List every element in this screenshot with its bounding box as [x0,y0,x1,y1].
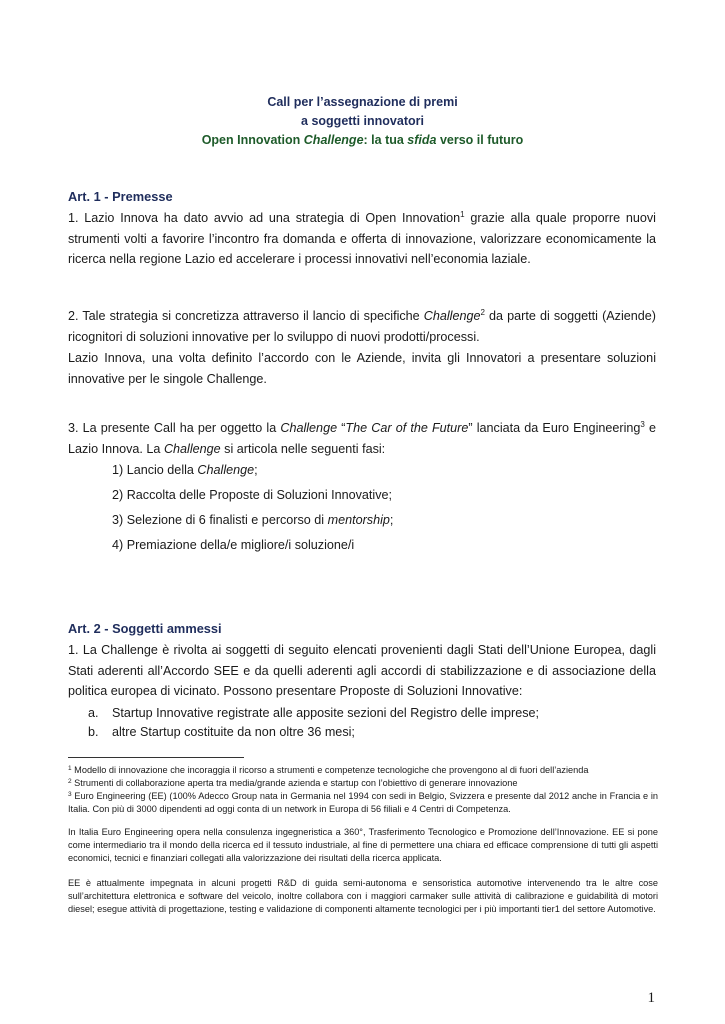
list-item: b. altre Startup costituite da non oltre 36 mesi; [88,725,355,739]
title-line-1: Call per l’assegnazione di premi [267,95,458,109]
art1-paragraph-3: Lazio Innova, una volta definito l’accordo con le Aziende, invita gli Innovatori a presentare soluzioni innovative per le singole Challenge. [68,351,656,386]
footnote-2: $^2$ Strumenti di collaborazione aperta tra media/grande azienda e startup con l’obiettivo di generare innovazione [68,778,518,788]
footnote-3-continued: In Italia Euro Engineering opera nella consulenza ingegneristica a 360°, Trasferimento Tecnologico e Promozione dell’Innovazione. EE si pone come intermediario tra il mondo della ricerca ed il tessuto industriale, al fine di permettere una chiara ed efficace comprensione di tutti gli aspetti economici, tecnici e finanziari collegati alla valorizzazione dei risultati della ricerca applicata. [68,827,658,864]
footnote-3: $^3$ Euro Engineering (EE) (100% Adecco Group nata in Germania nel 1994 con sedi in Belgio, Svizzera e presente dal 2012 anche in Francia e in Italia. Con più di 3000 dipendenti ad oggi conta di un network in Europa di 56 filiali e 4 Centri di Competenza. [68,791,658,815]
art1-paragraph-2: 2. Tale strategia si concretizza attraverso il lancio di specifiche Challenge$^2$ da parte di soggetti (Aziende) ricognitori di soluzioni innovative per lo sviluppo di nuovi prodotti/processi. [68,308,656,344]
art2-paragraph-1: 1. La Challenge è rivolta ai soggetti di seguito elencati provenienti dagli Stati dell’Unione Europea, dagli Stati aderenti all’Accordo SEE e da quelli aderenti agli accordi di stabilizzazione e di associazione della politica europea di vicinato. Possono presentare Proposte di Soluzioni Innovative: [68,643,656,698]
footnote-separator [68,757,244,758]
footnote-1: $^1$ Modello di innovazione che incoraggia il ricorso a strumenti e competenze tecnologiche che provengono al di fuori dell’azienda [68,765,589,775]
phase-item: 1) Lancio della Challenge; [112,463,258,477]
art1-paragraph-1: 1. Lazio Innova ha dato avvio ad una strategia di Open Innovation$^1$ grazie alla quale proporre nuovi strumenti volti a favorire l’incontro fra domanda e offerta di innovazione, valorizzare economicamente la ricerca nella regione Lazio ed accelerare i processi innovativi nell’economia laziale. [68,210,656,266]
phase-item: 4) Premiazione della/e migliore/i soluzione/i [112,538,355,552]
phase-item: 3) Selezione di 6 finalisti e percorso di mentorship; [112,513,394,527]
art1-paragraph-4: 3. La presente Call ha per oggetto la Challenge “The Car of the Future” lanciata da Euro Engineering$^3$ e Lazio Innova. La Challenge si articola nelle seguenti fasi: [68,420,656,456]
title-subtitle: Open Innovation Challenge: la tua sfida verso il futuro [201,133,524,147]
footnote-3-continued-2: EE è attualmente impegnata in alcuni progetti R&D di guida semi-autonoma e sensoristica automotive intervenendo tra le altre cose sull’architettura elettronica e software del veicolo, inoltre collabora con i maggiori carmaker sulle attività di calibrazione e guidabilità di motori diesel; esegue attività di progettazione, testing e validazione di componenti altamente tecnologici per i più importanti tier1 del settore Automotive. [68,878,658,915]
phase-item: 2) Raccolta delle Proposte di Soluzioni Innovative; [112,488,393,502]
art2-heading: Art. 2 - Soggetti ammessi [68,621,222,636]
list-item: a. Startup Innovative registrate alle apposite sezioni del Registro delle imprese; [88,706,540,720]
art1-heading: Art. 1 - Premesse [68,189,173,204]
title-line-2: a soggetti innovatori [301,114,424,128]
page-number: 1 [647,990,655,1006]
